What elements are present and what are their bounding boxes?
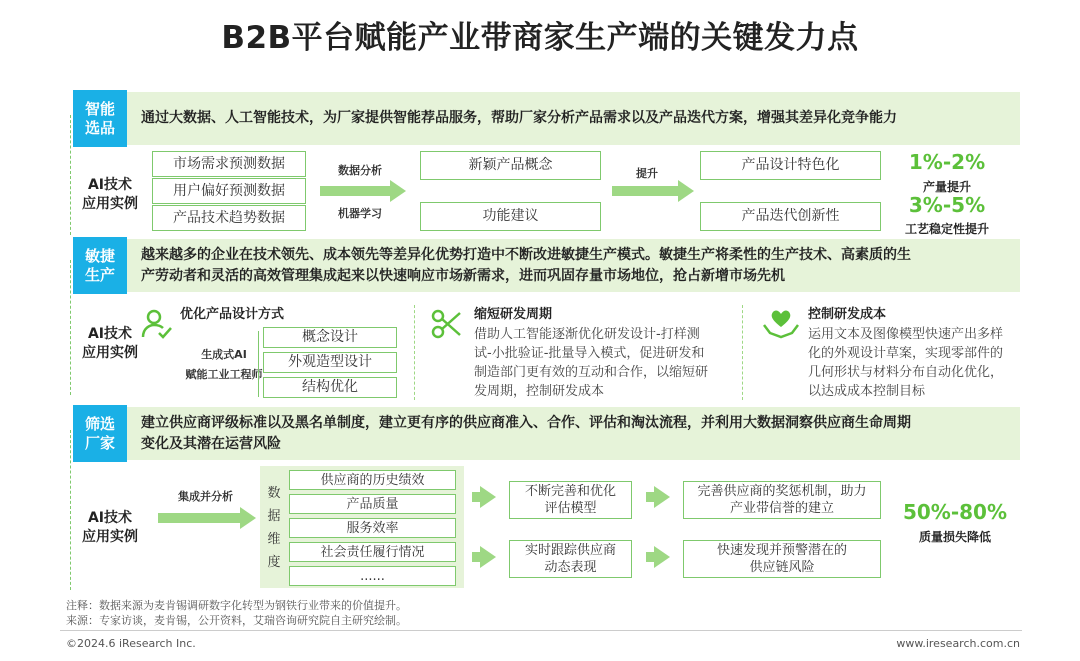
middle-box-novel-concept: 新颖产品概念 (420, 151, 601, 180)
source-line: 来源：专家访谈，麦肯锡，公开资料，艾瑞咨询研究院自主研究绘制。 (66, 614, 407, 627)
mid-box-realtime-tracking: 实时跟踪供应商 动态表现 (509, 540, 632, 578)
data-dimension-label: 数 据 维 度 (267, 486, 281, 570)
metric-quality-loss: 50%-80% (902, 500, 1008, 524)
output-box-iteration-innovation: 产品迭代创新性 (700, 202, 881, 231)
section1-band: 通过大数据、人工智能技术，为厂家提供智能荐品服务，帮助厂家分析产品需求以及产品迭代方案，增强其差异化竞争能力 (127, 92, 1020, 145)
col1-bracket (258, 331, 259, 397)
page-title: B2B平台赋能产业带商家生产端的关键发力点 (221, 20, 859, 56)
input-box-market-demand: 市场需求预测数据 (152, 151, 306, 177)
metric-process-caption: 工艺稳定性提升 (904, 222, 989, 236)
col2-text: 借助人工智能逐渐优化研发设计-打样测 试-小批验证-批量导入模式，促进研发和 制造部门更有效的互动和合作，以缩短研 发周期，控制研发成本 (474, 327, 709, 399)
section3-band: 建立供应商评级标准以及黑名单制度，建立更有序的供应商准入、合作、评估和淘汰流程，并利用大数据洞察供应商生命周期 变化及其潜在运营风险 (127, 407, 1020, 460)
footer-website[interactable]: www.iresearch.com.cn (896, 637, 1020, 650)
arrow1-bottom-label: 机器学习 (338, 207, 382, 220)
col1-item-appearance: 外观造型设计 (263, 352, 397, 373)
dim-item-quality: 产品质量 (289, 494, 456, 514)
input-box-tech-trend: 产品技术趋势数据 (152, 205, 306, 231)
mid-box-optimize-model: 不断完善和优化 评估模型 (509, 481, 632, 519)
section2-ai-label: AI技术 应用实例 (82, 326, 138, 361)
col3-heading: 控制研发成本 (808, 307, 887, 322)
heart-hands-icon (762, 305, 800, 341)
section1-label: 智能 选品 (73, 90, 127, 147)
col1-heading: 优化产品设计方式 (180, 307, 285, 322)
arrow2 (612, 180, 694, 202)
section3-ai-label: AI技术 应用实例 (82, 510, 138, 545)
col2-heading: 缩短研发周期 (474, 307, 553, 322)
arrow-to-incentive (646, 486, 670, 508)
right-box-warning: 快速发现并预警潜在的 供应链风险 (683, 540, 881, 578)
user-check-icon (140, 307, 174, 341)
col1-item-concept: 概念设计 (263, 327, 397, 348)
footer-rule (60, 630, 1022, 631)
dim-item-history: 供应商的历史绩效 (289, 470, 456, 490)
middle-box-feature-suggestion: 功能建议 (420, 202, 601, 231)
output-box-design-feature: 产品设计特色化 (700, 151, 881, 180)
section1-divider (70, 115, 71, 235)
col-divider-2 (742, 305, 743, 400)
input-box-user-preference: 用户偏好预测数据 (152, 178, 306, 204)
section1-ai-label: AI技术 应用实例 (82, 177, 138, 212)
section3-label: 筛选 厂家 (73, 405, 127, 462)
col1-item-structure: 结构优化 (263, 377, 397, 398)
section2-label: 敏捷 生产 (73, 237, 127, 294)
section2-band: 越来越多的企业在技术领先、成本领先等差异化优势打造中不断改进敏捷生产模式。敏捷生产将柔性的生产技术、高素质的生 产劳动者和灵活的高效管理集成起来以快速响应市场新需求，进而巩固存量市场地位，抢占新增市场先机 (127, 239, 1020, 292)
arrow1 (320, 180, 406, 202)
footer-copyright: ©2024.6 iResearch Inc. (66, 637, 196, 650)
metric-output-caption: 产量提升 (922, 180, 971, 194)
right-box-incentive: 完善供应商的奖惩机制，助力 产业带信誉的建立 (683, 481, 881, 519)
metric-process-stability: 3%-5% (908, 193, 986, 217)
note-line: 注释：数据来源为麦肯锡调研数字化转型为钢铁行业带来的价值提升。 (66, 599, 407, 612)
scissors-icon (430, 307, 464, 341)
arrow2-top-label: 提升 (636, 167, 658, 180)
dim-item-more: ...... (289, 566, 456, 586)
section3-arrow-label: 集成并分析 (178, 490, 233, 503)
dim-item-responsibility: 社会责任履行情况 (289, 542, 456, 562)
metric-quality-loss-caption: 质量损失降低 (918, 530, 991, 544)
dim-item-service: 服务效率 (289, 518, 456, 538)
section3-arrow (158, 507, 256, 529)
arrow-to-tracking (472, 546, 496, 568)
arrow-to-warning (646, 546, 670, 568)
arrow1-top-label: 数据分析 (338, 164, 382, 177)
col3-text: 运用文本及图像模型快速产出多样 化的外观设计草案，实现零部件的 几何形状与材料分布自动化优化， 以达成成本控制目标 (808, 327, 1004, 399)
col-divider-1 (414, 305, 415, 400)
arrow-to-model (472, 486, 496, 508)
metric-output-increase: 1%-2% (908, 150, 986, 174)
col1-side-label: 生成式AI 赋能工业工程师 (185, 348, 263, 381)
